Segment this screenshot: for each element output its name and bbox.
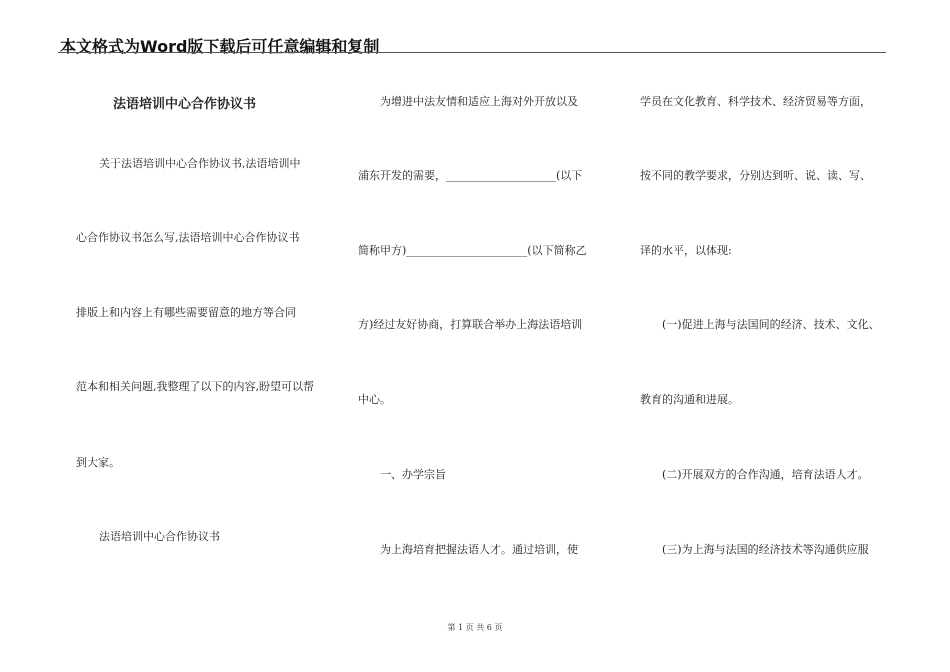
paragraph-line: 简称甲方)______________________(以下简称乙 bbox=[358, 244, 587, 257]
paragraph-line: 排版上和内容上有哪些需要留意的地方等合同 bbox=[76, 306, 296, 319]
paragraph-line: (一)促进上海与法国间的经济、技术、文化、 bbox=[662, 318, 880, 331]
paragraph-line: (三)为上海与法国的经济技术等沟通供应服 bbox=[662, 543, 869, 556]
document-title: 法语培训中心合作协议书 bbox=[113, 97, 257, 112]
paragraph-line: 为增进中法友情和适应上海对外开放以及 bbox=[380, 95, 578, 108]
paragraph-line: 为上海培育把握法语人才。通过培训，使 bbox=[380, 543, 578, 556]
paragraph-line: 到大家。 bbox=[76, 456, 120, 469]
section-heading: 一、办学宗旨 bbox=[380, 468, 446, 481]
page-number: 第 1 页 共 6 页 bbox=[447, 623, 503, 632]
paragraph-line: 按不同的教学要求，分别达到听、说、读、写、 bbox=[640, 169, 871, 182]
paragraph-line: 浦东开发的需要，____________________(以下 bbox=[358, 169, 583, 182]
paragraph-line: 法语培训中心合作协议书 bbox=[99, 530, 220, 543]
paragraph-line: 范本和相关问题,我整理了以下的内容,盼望可以帮 bbox=[76, 380, 314, 393]
header-divider bbox=[58, 52, 886, 53]
paragraph-line: 中心。 bbox=[358, 393, 391, 406]
paragraph-line: (二)开展双方的合作沟通，培育法语人才。 bbox=[662, 468, 869, 481]
paragraph-line: 关于法语培训中心合作协议书,法语培训中 bbox=[99, 157, 301, 170]
paragraph-line: 译的水平，以体现: bbox=[640, 244, 732, 257]
paragraph-line: 心合作协议书怎么写,法语培训中心合作协议书 bbox=[76, 231, 300, 244]
paragraph-line: 方)经过友好协商，打算联合举办上海法语培训 bbox=[358, 318, 583, 331]
paragraph-line: 学员在文化教育、科学技术、经济贸易等方面， bbox=[640, 95, 871, 108]
paragraph-line: 教育的沟通和进展。 bbox=[640, 393, 739, 406]
document-header-title: 本文格式为Word版下载后可任意编辑和复制 bbox=[60, 37, 380, 56]
